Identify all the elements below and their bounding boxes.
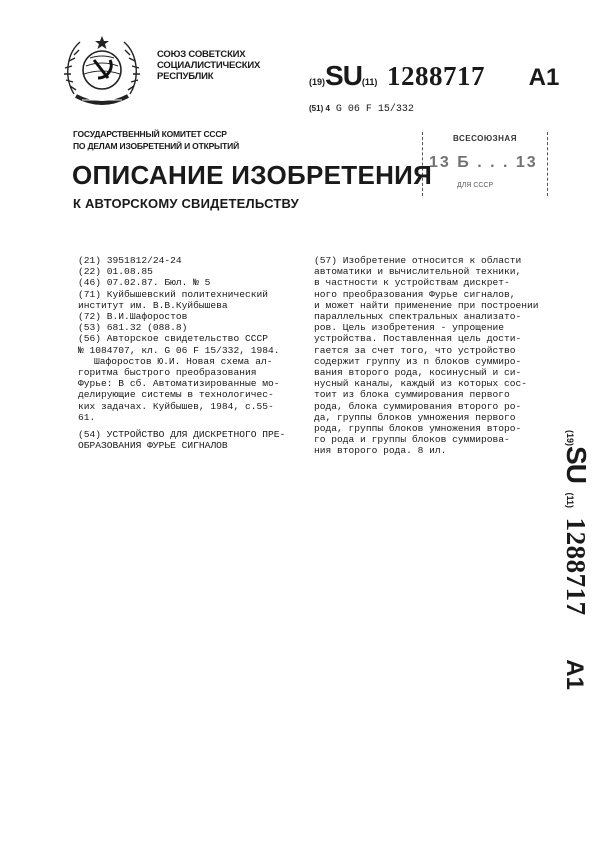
reference-line: Фурье: В сб. Автоматизированные мо- bbox=[78, 378, 280, 390]
state-name-line: СОЦИАЛИСТИЧЕСКИХ bbox=[157, 60, 261, 71]
biblio-line: (21) 3951812/24-24 bbox=[78, 255, 182, 266]
abstract-line: (57) Изобретение относится к области bbox=[314, 255, 522, 266]
invention-title-line: (54) УСТРОЙСТВО ДЛЯ ДИСКРЕТНОГО ПРЕ- bbox=[78, 429, 286, 441]
biblio-line: (71) Куйбышевский политехнический bbox=[78, 288, 268, 300]
ipc-line bbox=[309, 104, 414, 115]
abstract-line: нусный каналы, каждый из которых сос- bbox=[314, 378, 528, 390]
abstract-line: параллельных спектральных анализато- bbox=[314, 311, 522, 323]
inid-code-51: (51) 4 bbox=[309, 104, 330, 113]
abstract-line: ния второго рода. 8 ил. bbox=[314, 445, 447, 457]
reference-line: 61. bbox=[78, 411, 96, 423]
abstract-line: рода, блока суммирования второго ро- bbox=[314, 400, 522, 412]
state-name-line: СОЮЗ СОВЕТСКИХ bbox=[157, 49, 246, 60]
abstract-column bbox=[314, 255, 539, 457]
country-code: SU bbox=[325, 60, 362, 91]
inid-code-11: (11) bbox=[361, 77, 378, 87]
reference-line: ких задачах. Куйбышев, 1984, с.55- bbox=[78, 400, 274, 412]
invention-title-line: ОБРАЗОВАНИЯ ФУРЬЕ СИГНАЛОВ bbox=[78, 440, 228, 452]
committee-line: ПО ДЕЛАМ ИЗОБРЕТЕНИЙ И ОТКРЫТИЙ bbox=[73, 141, 239, 151]
abstract-line: гается за счет того, что устройство bbox=[314, 344, 516, 356]
abstract-line: содержит группу из n блоков суммиро- bbox=[314, 355, 522, 367]
document-title: ОПИСАНИЕ ИЗОБРЕТЕНИЯ bbox=[72, 160, 433, 190]
stamp-bottom-text: ДЛЯ СССР bbox=[457, 182, 494, 189]
biblio-line: (53) 681.32 (088.8) bbox=[78, 322, 188, 334]
state-name-line: РЕСПУБЛИК bbox=[157, 71, 214, 82]
patent-number-line bbox=[309, 60, 599, 90]
abstract-line: в частности к устройствам дискрет- bbox=[314, 277, 510, 289]
abstract-line: тоит из блока суммирования первого bbox=[314, 389, 510, 401]
biblio-line: (72) В.И.Шафоростов bbox=[78, 311, 188, 323]
bibliographic-column bbox=[78, 255, 293, 451]
library-stamp bbox=[422, 132, 548, 196]
abstract-line: ного преобразования Фурье сигналов, bbox=[314, 288, 516, 300]
country-code: SU bbox=[561, 446, 592, 483]
ipc-class: G 06 F 15/332 bbox=[335, 104, 414, 115]
reference-line: горитма быстрого преобразования bbox=[78, 367, 257, 379]
vertical-patent-number bbox=[562, 430, 592, 720]
biblio-line: (56) Авторское свидетельство СССР bbox=[78, 333, 268, 345]
state-name bbox=[157, 49, 297, 82]
stamp-middle-text: 13 Б . . . 13 bbox=[429, 154, 538, 171]
document-subtitle: К АВТОРСКОМУ СВИДЕТЕЛЬСТВУ bbox=[73, 196, 299, 211]
stamp-top-text: ВСЕСОЮЗНАЯ bbox=[453, 134, 517, 143]
inid-code-19: (19) bbox=[565, 430, 575, 447]
abstract-line: вания второго рода, косинусный и си- bbox=[314, 367, 522, 379]
abstract-line: ров. Цель изобретения - упрощение bbox=[314, 322, 504, 334]
document-kind: A1 bbox=[561, 659, 588, 690]
biblio-line: (22) 01.08.85 bbox=[78, 266, 153, 278]
inid-code-11: (11) bbox=[565, 492, 575, 509]
patent-number: 1288717 bbox=[387, 61, 486, 91]
biblio-line: институт им. В.В.Куйбышева bbox=[78, 299, 228, 311]
abstract-line: и может найти применение при построении bbox=[314, 299, 539, 311]
abstract-line: да, группы блоков умножения первого bbox=[314, 411, 516, 423]
abstract-line: устройства. Поставленная цель дости- bbox=[314, 333, 522, 345]
abstract-line: го рода и группы блоков суммирова- bbox=[314, 434, 510, 446]
reference-line: Шафоростов Ю.И. Новая схема ал- bbox=[94, 355, 273, 367]
reference-line: делирующие системы в технологичес- bbox=[78, 389, 274, 401]
document-kind: A1 bbox=[528, 64, 560, 91]
inid-code-19: (19) bbox=[309, 77, 326, 87]
biblio-line: № 1084707, кл. G 06 F 15/332, 1984. bbox=[78, 344, 280, 356]
ussr-emblem-icon bbox=[60, 30, 144, 114]
patent-number: 1288717 bbox=[561, 517, 591, 616]
committee-line: ГОСУДАРСТВЕННЫЙ КОМИТЕТ СССР bbox=[73, 129, 227, 139]
abstract-line: автоматики и вычислительной техники, bbox=[314, 266, 522, 278]
biblio-line: (46) 07.02.87. Бюл. № 5 bbox=[78, 277, 211, 289]
abstract-line: рода, группы блоков умножения второ- bbox=[314, 423, 522, 435]
committee-name bbox=[73, 128, 293, 152]
